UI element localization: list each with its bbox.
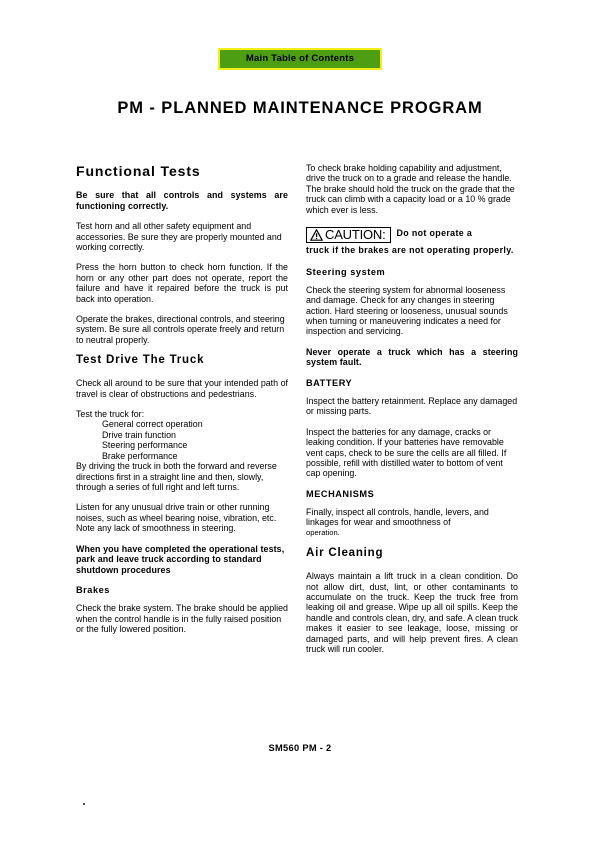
page-footer: SM560 PM - 2 — [268, 743, 332, 753]
left-column — [76, 163, 288, 645]
heading-air-cleaning: Air Cleaning — [306, 547, 384, 560]
caution-text-first-line: Do not operate a — [396, 228, 473, 239]
heading-test-drive-the-truck: Test Drive The Truck — [76, 354, 205, 367]
warning-triangle-icon — [310, 229, 323, 241]
para-never-operate-truck: Never operate a truck which has a steering system fault. — [306, 346, 518, 368]
para-check-brake-system: Check the brake system. The brake should be applied when the control handle is in the fully raised position or the fully lowered position. — [76, 603, 288, 635]
para-press-horn-button: Press the horn button to check horn function. If the horn or any other part does not operate, report the failure and have it repaired before the truck is put back into operation. — [76, 262, 288, 304]
para-finally-inspect: Finally, inspect all controls, handle, levers, and linkages for wear and smoothness of — [306, 506, 489, 528]
para-check-brake-holding: To check brake holding capability and adjustment, drive the truck on to a grade and release the handle. The brake should hold the truck on the grade that the truck can climb with a capacity load or a 10 % grade which ever is less. — [306, 163, 515, 215]
caution-text-rest: truck if the brakes are not operating properly. — [306, 245, 514, 256]
para-when-you-have-completed: When you have completed the operational tests, park and leave truck according to standard shutdown procedures — [76, 543, 285, 575]
para-test-the-truck-for: Test the truck for: — [76, 409, 145, 420]
list-item: Brake performance — [102, 450, 178, 461]
caution-label: CAUTION: — [325, 227, 386, 243]
list-item: General correct operation — [102, 419, 203, 430]
para-always-maintain-clean: Always maintain a lift truck in a clean condition. Do not allow dirt, dust, lint, or other contaminants to accumulate on the truck. Keep the truck free from leaking oil and grease. Wipe up all oil spills. Keep the handle and controls clean, dry, and safe. A clean truck makes it easier to see leakage, loose, missing or damaged parts, and will help prevent fires. A clean truck will run cooler. — [306, 571, 518, 654]
para-operate-brakes: Operate the brakes, directional controls, and steering system. Be sure all controls operate freely and return to neutral properly. — [76, 314, 285, 345]
heading-battery: BATTERY — [306, 378, 353, 389]
heading-brakes: Brakes — [76, 585, 110, 596]
para-check-all-around: Check all around to be sure that your intended path of travel is clear of obstructions and pedestrians. — [76, 378, 288, 399]
right-column — [306, 163, 518, 664]
main-table-of-contents-button[interactable]: Main Table of Contents — [218, 48, 382, 70]
scan-artifact-speck — [83, 803, 85, 805]
para-check-steering-system: Check the steering system for abnormal looseness and damage. Check for any changes in steering action. Hard steering or looseness, unusual sounds when turning or maneuvering indicates a need for inspection and servicing. — [306, 284, 508, 337]
para-be-sure-controls: Be sure that all controls and systems are functioning correctly. — [76, 190, 288, 211]
caution-notice — [306, 225, 518, 256]
caution-label-box — [306, 227, 391, 243]
list-item: Drive train function — [102, 429, 176, 440]
para-inspect-battery-retainment: Inspect the battery retainment. Replace any damaged or missing parts. — [306, 396, 518, 417]
heading-steering-system: Steering system — [306, 266, 386, 277]
para-by-driving-the-truck: By driving the truck in both the forward and reverse directions first in a straight line and then, slowly, through a series of full right and left turns. — [76, 461, 277, 492]
list-item: Steering performance — [102, 440, 188, 451]
para-listen-for-noises: Listen for any unusual drive train or other running noises, such as wheel bearing noise, vibration, etc. Note any lack of smoothness in steering. — [76, 502, 277, 534]
para-inspect-batteries: Inspect the batteries for any damage, cracks or leaking condition. If your batteries have removable vent caps, check to be sure the cells are all filled. If possible, refill with distilled water to bottom of vent cap opening. — [306, 426, 507, 479]
heading-functional-tests: Functional Tests — [76, 163, 201, 179]
test-truck-checklist — [76, 419, 288, 461]
para-test-horn: Test horn and all other safety equipment and accessories. Be sure they are properly mounted and working correctly. — [76, 221, 282, 252]
toc-button-container — [0, 48, 600, 70]
para-finally-inspect-tail: operation. — [306, 527, 340, 537]
page-title: PM - PLANNED MAINTENANCE PROGRAM — [117, 99, 483, 117]
heading-mechanisms: MECHANISMS — [306, 488, 375, 499]
